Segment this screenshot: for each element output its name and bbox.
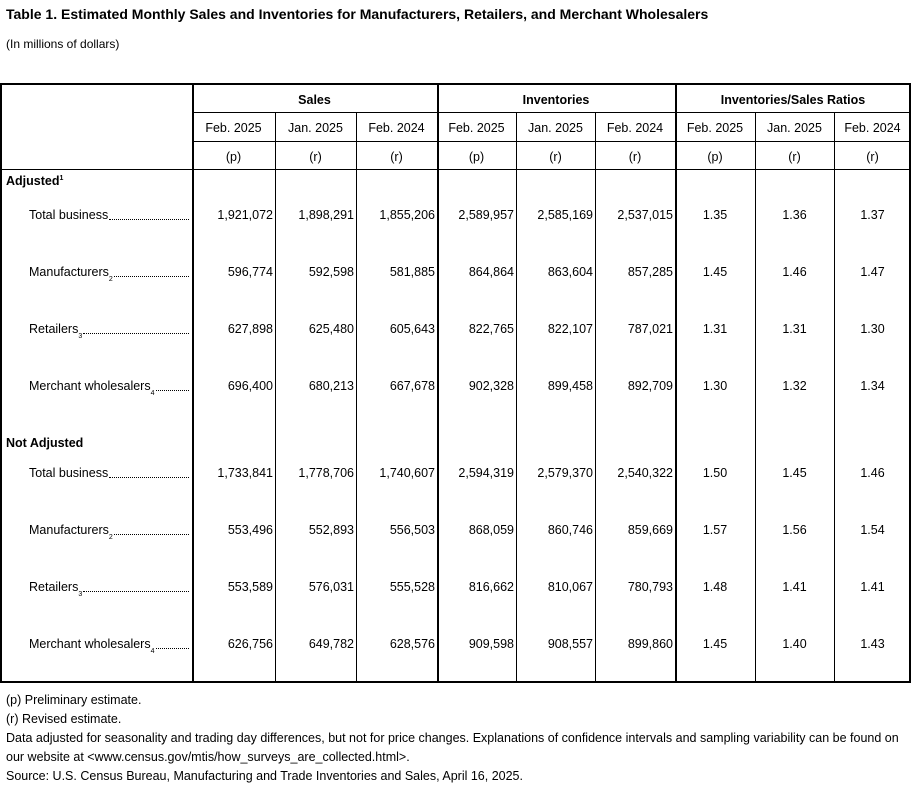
section-heading xyxy=(6,173,63,189)
ratio-cell: 1.41 xyxy=(860,580,885,594)
group-header-ratios: Inventories/Sales Ratios xyxy=(720,93,866,107)
row-label: Manufacturers 2 xyxy=(29,264,189,280)
inventory-cell: 2,540,322 xyxy=(617,466,673,480)
row-label-text: Merchant wholesalers xyxy=(29,379,151,393)
row-label-text: Retailers xyxy=(29,580,79,594)
sales-cell: 1,898,291 xyxy=(298,208,354,222)
sales-cell: 1,855,206 xyxy=(379,208,435,222)
column-divider xyxy=(595,169,596,681)
sales-cell: 592,598 xyxy=(308,265,354,279)
inventory-cell: 864,864 xyxy=(468,265,514,279)
sales-cell: 696,400 xyxy=(227,379,273,393)
inventory-cell: 2,537,015 xyxy=(617,208,673,222)
inventory-cell: 2,579,370 xyxy=(537,466,593,480)
sales-cell: 625,480 xyxy=(308,322,354,336)
leader-dots xyxy=(114,276,189,277)
group-header-sales: Sales xyxy=(298,93,331,107)
inventory-cell: 2,594,319 xyxy=(458,466,514,480)
row-label: Merchant wholesalers 4 xyxy=(29,378,189,394)
footnote-source: Source: U.S. Census Bureau, Manufacturing and Trade Inventories and Sales, April 16, 2025. xyxy=(6,769,523,783)
inventory-cell: 787,021 xyxy=(627,322,673,336)
sales-cell: 555,528 xyxy=(389,580,435,594)
leader-dots xyxy=(156,390,190,391)
leader-dots xyxy=(156,648,190,649)
column-period: Feb. 2025 xyxy=(686,121,744,135)
ratio-cell: 1.31 xyxy=(782,322,807,336)
ratio-cell: 1.37 xyxy=(860,208,885,222)
column-period: Jan. 2025 xyxy=(767,121,822,135)
group-header-rule xyxy=(192,112,911,113)
inventory-cell: 857,285 xyxy=(627,265,673,279)
sales-cell: 552,893 xyxy=(308,523,354,537)
units-note: (In millions of dollars) xyxy=(6,37,120,51)
ratio-cell: 1.36 xyxy=(782,208,807,222)
inventory-cell: 892,709 xyxy=(627,379,673,393)
footnote-revised: (r) Revised estimate. xyxy=(6,712,122,726)
row-label-text: Manufacturers xyxy=(29,265,109,279)
column-period: Jan. 2025 xyxy=(288,121,343,135)
ratio-cell: 1.34 xyxy=(860,379,885,393)
column-status: (p) xyxy=(707,150,723,164)
inventory-cell: 902,328 xyxy=(468,379,514,393)
ratio-cell: 1.30 xyxy=(860,322,885,336)
row-label: Merchant wholesalers 4 xyxy=(29,636,189,652)
inventory-cell: 868,059 xyxy=(468,523,514,537)
column-divider xyxy=(834,169,835,681)
inventory-cell: 822,765 xyxy=(468,322,514,336)
sales-cell: 581,885 xyxy=(389,265,435,279)
row-label-text: Total business xyxy=(29,466,109,480)
inventory-cell: 908,557 xyxy=(547,637,593,651)
ratio-cell: 1.47 xyxy=(860,265,885,279)
ratio-cell: 1.41 xyxy=(782,580,807,594)
section-label: Adjusted xyxy=(6,174,60,188)
ratio-cell: 1.54 xyxy=(860,523,885,537)
sales-cell: 596,774 xyxy=(227,265,273,279)
inventory-cell: 863,604 xyxy=(547,265,593,279)
ratio-cell: 1.45 xyxy=(702,637,728,651)
ratio-cell: 1.40 xyxy=(782,637,807,651)
column-divider xyxy=(275,169,276,681)
ratio-cell: 1.31 xyxy=(702,322,728,336)
column-period: Feb. 2024 xyxy=(844,121,901,135)
ratio-cell: 1.32 xyxy=(782,379,807,393)
inventory-cell: 822,107 xyxy=(547,322,593,336)
period-header-rule xyxy=(192,141,911,142)
inventory-cell: 899,860 xyxy=(627,637,673,651)
ratio-cell: 1.30 xyxy=(702,379,728,393)
sales-cell: 553,589 xyxy=(227,580,273,594)
column-period: Feb. 2025 xyxy=(205,121,262,135)
sales-cell: 628,576 xyxy=(389,637,435,651)
column-status: (r) xyxy=(390,150,403,164)
ratio-cell: 1.35 xyxy=(702,208,728,222)
column-period: Jan. 2025 xyxy=(528,121,583,135)
sales-cell: 605,643 xyxy=(389,322,435,336)
leader-dots xyxy=(114,534,189,535)
column-status: (p) xyxy=(225,150,242,164)
column-divider xyxy=(755,169,756,681)
column-period: Feb. 2024 xyxy=(368,121,425,135)
inventory-cell: 860,746 xyxy=(547,523,593,537)
column-status: (r) xyxy=(628,150,642,164)
ratio-cell: 1.45 xyxy=(782,466,807,480)
leader-dots xyxy=(109,477,189,478)
row-label: Retailers 3 xyxy=(29,321,189,337)
sales-cell: 680,213 xyxy=(308,379,354,393)
column-status: (r) xyxy=(549,150,562,164)
sales-cell: 1,921,072 xyxy=(217,208,273,222)
column-status: (r) xyxy=(866,150,879,164)
row-label xyxy=(29,465,189,481)
row-label-text: Merchant wholesalers xyxy=(29,637,151,651)
footnote-preliminary: (p) Preliminary estimate. xyxy=(6,693,142,707)
ratio-cell: 1.46 xyxy=(782,265,807,279)
leader-dots xyxy=(109,219,189,220)
ratio-cell: 1.48 xyxy=(702,580,728,594)
sales-cell: 556,503 xyxy=(389,523,435,537)
data-table xyxy=(0,83,911,683)
sales-cell: 649,782 xyxy=(308,637,354,651)
row-label: Manufacturers 2 xyxy=(29,522,189,538)
inventory-cell: 909,598 xyxy=(468,637,514,651)
sales-cell: 627,898 xyxy=(227,322,273,336)
footnote-adjustment: Data adjusted for seasonality and trading day differences, but not for price changes. Explanations of confidence intervals and sampling variability can be found on our website at <www.census.gov/mtis/how_surveys_are_collected.html>. xyxy=(6,731,899,764)
sales-cell: 1,740,607 xyxy=(379,466,435,480)
group-header-inventories: Inventories xyxy=(522,93,590,107)
sales-cell: 626,756 xyxy=(227,637,273,651)
table-left-border xyxy=(0,85,2,681)
ratio-cell: 1.46 xyxy=(860,466,885,480)
footnotes xyxy=(6,691,906,786)
inventory-cell: 780,793 xyxy=(627,580,673,594)
row-label: Retailers 3 xyxy=(29,579,189,595)
leader-dots xyxy=(83,333,189,334)
sales-cell: 1,733,841 xyxy=(217,466,273,480)
table-title: Table 1. Estimated Monthly Sales and Inventories for Manufacturers, Retailers, and Merchant Wholesalers xyxy=(6,6,709,22)
column-status: (p) xyxy=(468,150,485,164)
column-status: (r) xyxy=(788,150,801,164)
inventory-cell: 816,662 xyxy=(468,580,514,594)
section-heading xyxy=(6,435,83,451)
inventory-cell: 859,669 xyxy=(627,523,673,537)
inventory-cell: 810,067 xyxy=(547,580,593,594)
column-divider xyxy=(356,169,357,681)
ratio-cell: 1.57 xyxy=(702,523,728,537)
row-label-text: Total business xyxy=(29,208,109,222)
sales-cell: 1,778,706 xyxy=(298,466,354,480)
row-label-text: Retailers xyxy=(29,322,79,336)
inventory-cell: 2,589,957 xyxy=(458,208,514,222)
ratio-cell: 1.50 xyxy=(702,466,728,480)
row-label xyxy=(29,207,189,223)
leader-dots xyxy=(83,591,189,592)
section-label: Not Adjusted xyxy=(6,436,84,450)
ratio-cell: 1.43 xyxy=(860,637,885,651)
ratio-cell: 1.56 xyxy=(782,523,807,537)
column-period: Feb. 2024 xyxy=(606,121,664,135)
header-bottom-rule xyxy=(0,169,911,170)
row-label-text: Manufacturers xyxy=(29,523,109,537)
sales-cell: 667,678 xyxy=(389,379,435,393)
inventory-cell: 2,585,169 xyxy=(537,208,593,222)
column-period: Feb. 2025 xyxy=(448,121,505,135)
inventory-cell: 899,458 xyxy=(547,379,593,393)
column-status: (r) xyxy=(309,150,322,164)
section-footnote-mark: 1 xyxy=(59,174,64,182)
sales-cell: 553,496 xyxy=(227,523,273,537)
sales-cell: 576,031 xyxy=(308,580,354,594)
ratio-cell: 1.45 xyxy=(702,265,728,279)
column-divider xyxy=(516,169,517,681)
